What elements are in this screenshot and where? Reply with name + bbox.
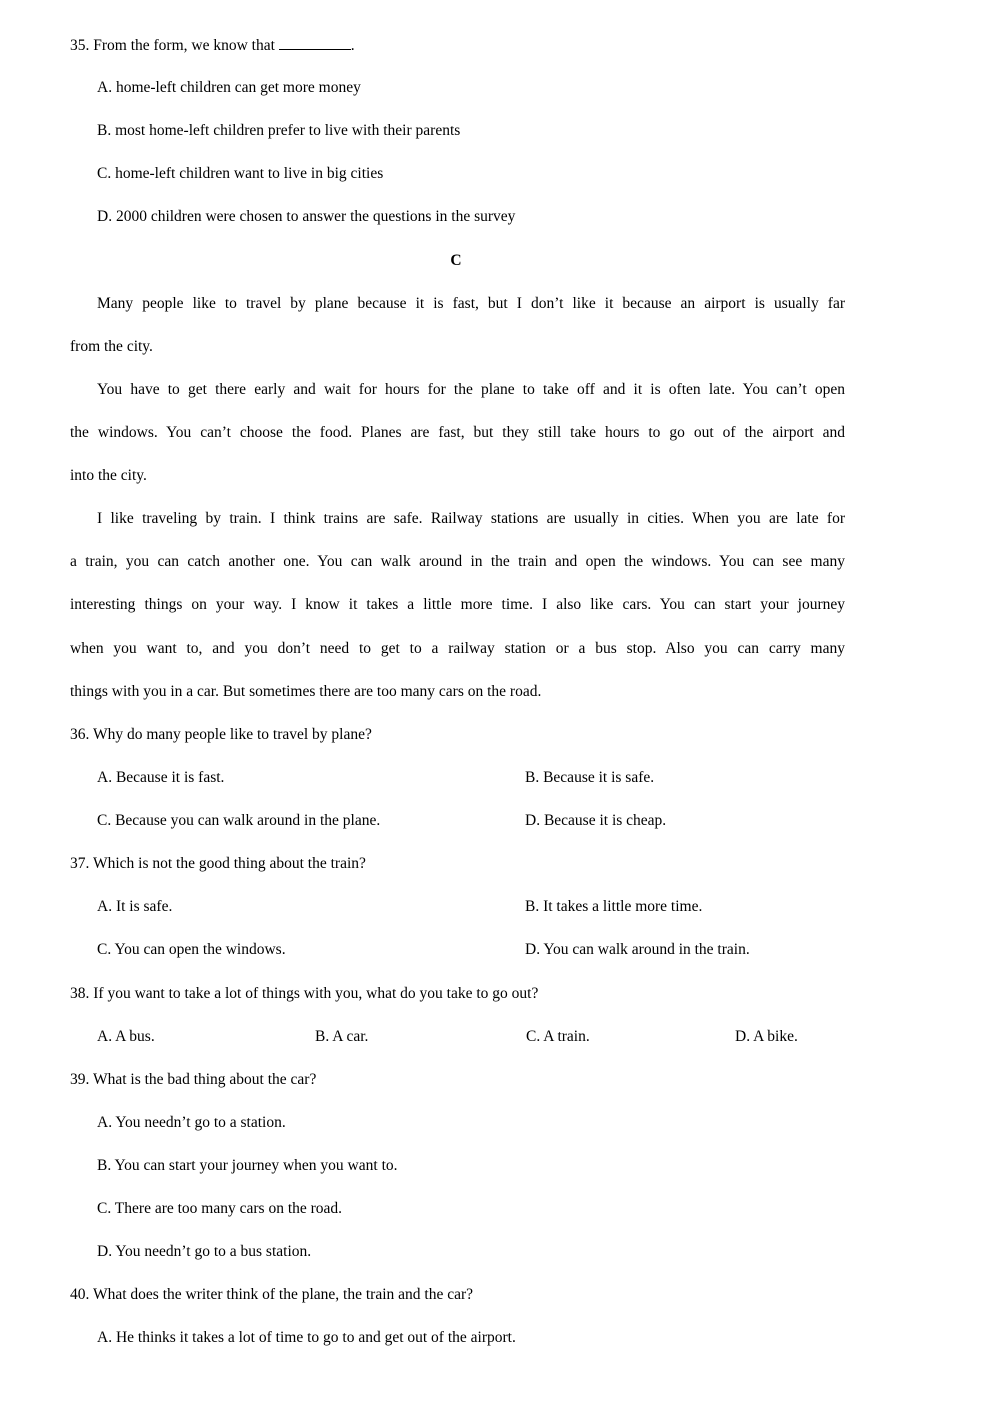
section-heading: C xyxy=(450,252,462,269)
question-37-stem xyxy=(0,854,992,874)
option-line xyxy=(0,811,992,831)
option-c: C. You can open the windows. xyxy=(97,941,286,958)
option-d: D. You can walk around in the train. xyxy=(525,941,750,958)
passage-text: when you want to, and you don’t need to get to a railway station or a bus stop. Also you can carry many xyxy=(70,640,845,657)
option-d: D. A bike. xyxy=(735,1028,798,1045)
passage-line xyxy=(0,552,992,572)
option-a: A. You needn’t go to a station. xyxy=(97,1114,286,1131)
passage-line xyxy=(0,639,992,659)
passage-text: Many people like to travel by plane because it is fast, but I don’t like it because an airport is usually far xyxy=(97,295,845,312)
passage-text: things with you in a car. But sometimes there are too many cars on the road. xyxy=(70,683,542,700)
option-line xyxy=(0,897,992,917)
question-36-stem xyxy=(0,725,992,745)
option-line xyxy=(0,1156,992,1176)
passage-text: I like traveling by train. I think trains are safe. Railway stations are usually in cities. When you are late for xyxy=(97,510,845,527)
option-b: B. A car. xyxy=(315,1028,369,1045)
passage-line xyxy=(0,595,992,615)
option-line xyxy=(0,207,992,227)
option-line xyxy=(0,940,992,960)
question-stem-end: . xyxy=(350,37,355,54)
question-40-stem xyxy=(0,1285,992,1305)
passage-line xyxy=(0,509,992,529)
option-a: A. A bus. xyxy=(97,1028,155,1045)
passage-line xyxy=(0,380,992,400)
passage-line xyxy=(0,423,992,443)
passage-text: interesting things on your way. I know it takes a little more time. I also like cars. You can start your journey xyxy=(70,596,845,613)
option-d: D. You needn’t go to a bus station. xyxy=(97,1243,312,1260)
answer-blank xyxy=(279,35,351,50)
option-line xyxy=(0,121,992,141)
option-line xyxy=(0,1242,992,1262)
option-a: A. He thinks it takes a lot of time to go to and get out of the airport. xyxy=(97,1329,516,1346)
question-stem-text: 38. If you want to take a lot of things with you, what do you take to go out? xyxy=(70,985,539,1002)
option-a: A. It is safe. xyxy=(97,898,173,915)
option-b: B. Because it is safe. xyxy=(525,769,655,786)
option-c: C. home-left children want to live in big cities xyxy=(97,165,384,182)
passage-line xyxy=(0,294,992,314)
option-c: C. There are too many cars on the road. xyxy=(97,1200,343,1217)
option-a: A. home-left children can get more money xyxy=(97,79,361,96)
section-heading-line xyxy=(0,251,992,271)
option-d: D. 2000 children were chosen to answer the questions in the survey xyxy=(97,208,516,225)
option-line xyxy=(0,1027,992,1047)
passage-text: You have to get there early and wait for hours for the plane to take off and it is often late. You can’t open xyxy=(97,381,845,398)
option-b: B. It takes a little more time. xyxy=(525,898,703,915)
passage-line xyxy=(0,337,992,357)
question-stem-text: 39. What is the bad thing about the car? xyxy=(70,1071,317,1088)
option-line xyxy=(0,78,992,98)
question-stem-text: 37. Which is not the good thing about the train? xyxy=(70,855,366,872)
option-line xyxy=(0,164,992,184)
option-d: D. Because it is cheap. xyxy=(525,812,667,829)
question-stem-text: 36. Why do many people like to travel by plane? xyxy=(70,726,372,743)
option-c: C. Because you can walk around in the plane. xyxy=(97,812,381,829)
passage-text: from the city. xyxy=(70,338,153,355)
option-b: B. most home-left children prefer to live with their parents xyxy=(97,122,461,139)
passage-line xyxy=(0,682,992,702)
option-a: A. Because it is fast. xyxy=(97,769,225,786)
question-35-stem xyxy=(0,35,992,55)
option-line xyxy=(0,1113,992,1133)
question-38-stem xyxy=(0,984,992,1004)
passage-line xyxy=(0,466,992,486)
option-c: C. A train. xyxy=(526,1028,590,1045)
option-line xyxy=(0,1328,992,1348)
option-line xyxy=(0,1199,992,1219)
option-b: B. You can start your journey when you want to. xyxy=(97,1157,398,1174)
passage-text: into the city. xyxy=(70,467,147,484)
question-39-stem xyxy=(0,1070,992,1090)
option-line xyxy=(0,768,992,788)
question-stem-text: 35. From the form, we know that xyxy=(70,37,275,54)
question-stem-text: 40. What does the writer think of the plane, the train and the car? xyxy=(70,1286,473,1303)
passage-text: the windows. You can’t choose the food. Planes are fast, but they still take hours to go out of the airport and xyxy=(70,424,845,441)
passage-text: a train, you can catch another one. You can walk around in the train and open the windows. You can see many xyxy=(70,553,845,570)
